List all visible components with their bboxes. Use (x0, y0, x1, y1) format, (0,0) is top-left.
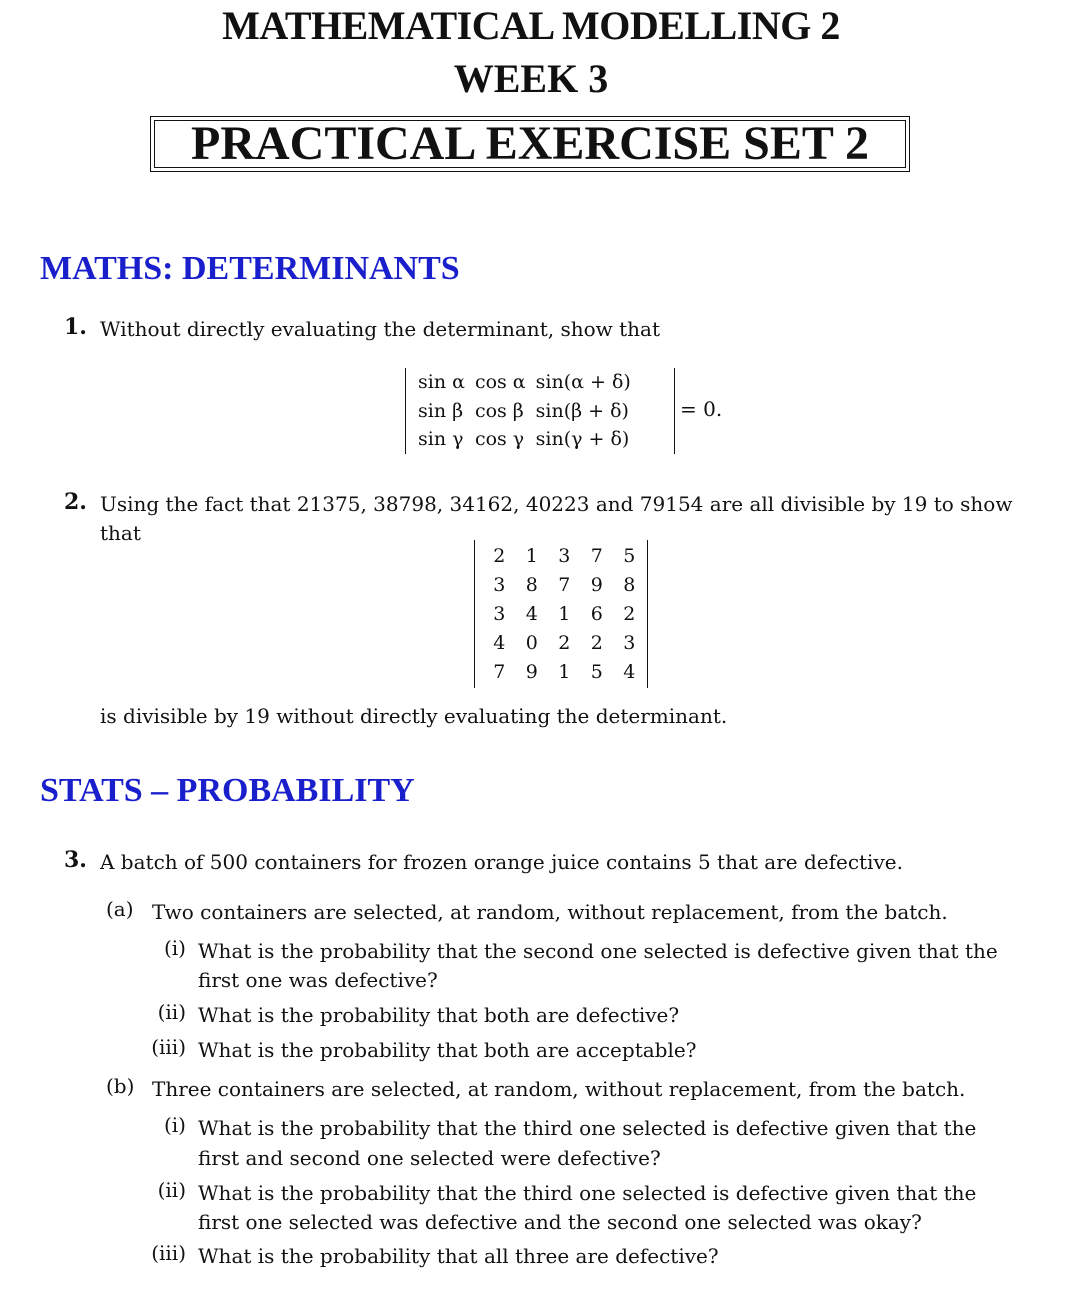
week-title: WEEK 3 (453, 56, 609, 101)
part-a-i-line1: What is the probability that the second one selected is defective given that the (198, 939, 998, 963)
part-b-ii-label: (ii) (157, 1178, 186, 1202)
determinant-2 (474, 540, 648, 688)
matrix-cell: 3 (623, 632, 636, 655)
determinant-1-matrix (418, 368, 641, 454)
part-b-text: Three containers are selected, at random, without replacement, from the batch. (152, 1077, 966, 1101)
matrix-cell: 5 (590, 661, 603, 684)
part-a-iii-line1: What is the probability that both are acceptable? (198, 1038, 697, 1062)
matrix-cell: 1 (558, 661, 571, 684)
determinant-1-result: = 0. (680, 397, 723, 421)
matrix-cell: 1 (525, 544, 538, 567)
part-b-ii-line2: first one selected was defective and the second one selected was okay? (198, 1210, 922, 1234)
exercise-set-title-box (150, 116, 910, 172)
part-b-i-label: (i) (163, 1113, 186, 1137)
part-a-iii-label: (iii) (151, 1035, 186, 1059)
section-heading-stats: STATS – PROBABILITY (40, 772, 415, 809)
matrix-cell: 3 (493, 573, 506, 596)
matrix-cell: sin α (418, 371, 465, 394)
matrix-cell: 2 (493, 544, 506, 567)
course-title: MATHEMATICAL MODELLING 2 (222, 3, 840, 48)
question-2-conclusion: is divisible by 19 without directly evaluating the determinant. (100, 704, 728, 728)
matrix-cell: 1 (558, 602, 571, 625)
matrix-cell: 2 (623, 602, 636, 625)
question-1-text: Without directly evaluating the determinant, show that (100, 317, 660, 341)
matrix-row (483, 658, 646, 687)
matrix-cell: 5 (623, 544, 636, 567)
part-b-label: (b) (106, 1074, 135, 1098)
part-b-i-line2: first and second one selected were defective? (198, 1146, 661, 1170)
matrix-row (483, 541, 646, 570)
part-b-ii-line1: What is the probability that the third one selected is defective given that the (198, 1181, 977, 1205)
part-a-i-line2: first one was defective? (198, 968, 438, 992)
matrix-cell: 7 (558, 573, 571, 596)
matrix-cell: 4 (493, 632, 506, 655)
matrix-cell: 8 (525, 573, 538, 596)
part-a-i-label: (i) (163, 936, 186, 960)
matrix-cell: 4 (525, 602, 538, 625)
matrix-cell: 2 (558, 632, 571, 655)
determinant-2-matrix (483, 541, 646, 687)
question-2-number: 2. (64, 489, 87, 515)
matrix-cell: sin(β + δ) (535, 399, 629, 422)
matrix-cell: 0 (525, 632, 538, 655)
matrix-cell: 4 (623, 661, 636, 684)
question-2-text-line1: Using the fact that 21375, 38798, 34162, 40223 and 79154 are all divisible by 19 to show (100, 492, 1013, 516)
part-a-text: Two containers are selected, at random, without replacement, from the batch. (152, 900, 948, 924)
part-b-i-line1: What is the probability that the third one selected is defective given that the (198, 1116, 977, 1140)
matrix-cell: cos γ (474, 428, 525, 451)
matrix-row (418, 425, 641, 454)
matrix-cell: cos α (474, 371, 526, 394)
matrix-row (483, 629, 646, 658)
question-3-number: 3. (64, 847, 87, 873)
matrix-cell: sin(γ + δ) (535, 428, 630, 451)
matrix-cell: cos β (474, 399, 524, 422)
question-3-text: A batch of 500 containers for frozen orange juice contains 5 that are defective. (100, 850, 903, 874)
matrix-cell: 2 (590, 632, 603, 655)
question-2-text-line2: that (100, 521, 141, 545)
matrix-cell: 9 (525, 661, 538, 684)
question-1-number: 1. (64, 314, 87, 340)
matrix-row (418, 368, 641, 397)
part-a-ii-line1: What is the probability that both are defective? (198, 1003, 680, 1027)
matrix-cell: 3 (493, 602, 506, 625)
matrix-cell: sin γ (418, 428, 464, 451)
exercise-set-title: PRACTICAL EXERCISE SET 2 (154, 120, 906, 168)
matrix-cell: 9 (590, 573, 603, 596)
matrix-cell: 3 (558, 544, 571, 567)
matrix-cell: 7 (590, 544, 603, 567)
matrix-cell: sin β (418, 399, 464, 422)
matrix-row (418, 397, 641, 426)
matrix-cell: sin(α + δ) (535, 371, 631, 394)
determinant-1 (405, 368, 675, 454)
part-b-iii-line1: What is the probability that all three are defective? (198, 1244, 719, 1268)
part-a-ii-label: (ii) (157, 1000, 186, 1024)
matrix-cell: 8 (623, 573, 636, 596)
part-a-label: (a) (106, 897, 134, 921)
matrix-row (483, 570, 646, 599)
matrix-cell: 6 (590, 602, 603, 625)
matrix-row (483, 599, 646, 628)
matrix-cell: 7 (493, 661, 506, 684)
section-heading-maths: MATHS: DETERMINANTS (40, 250, 460, 287)
part-b-iii-label: (iii) (151, 1241, 186, 1265)
